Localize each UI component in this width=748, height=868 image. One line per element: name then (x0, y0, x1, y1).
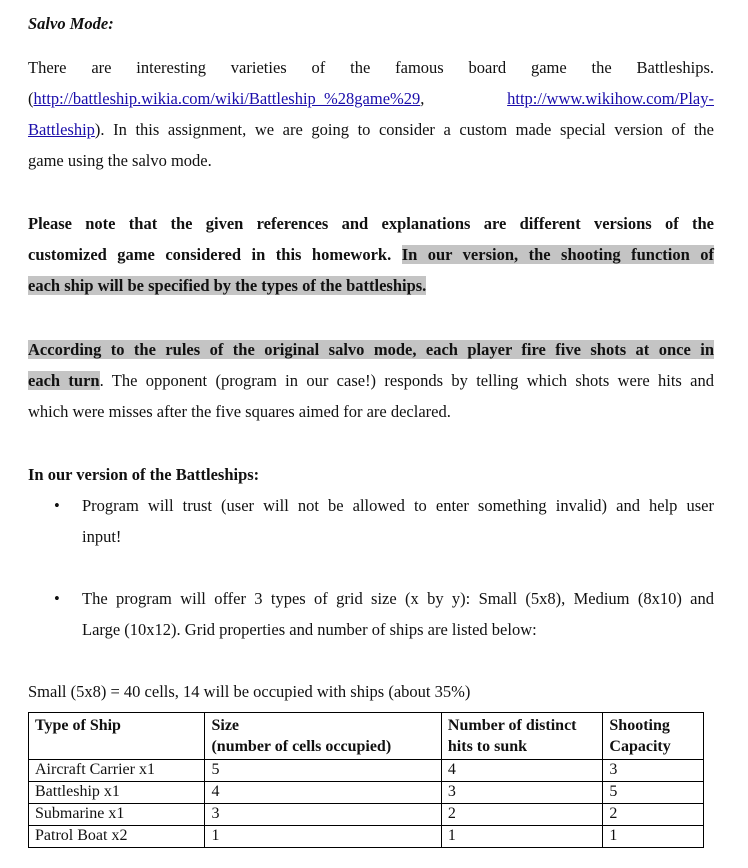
rules-paragraph (28, 334, 714, 427)
battleship-wikia-link[interactable]: http://battleship.wikia.com/wiki/Battleship_%28game%29 (33, 89, 421, 108)
list-item (28, 583, 714, 645)
cell-hits: 1 (441, 826, 603, 848)
cell-ship: Patrol Boat x2 (29, 826, 205, 848)
header-size: Size (number of cells occupied) (205, 713, 441, 760)
table-row (29, 782, 704, 804)
cell-hits: 4 (441, 760, 603, 782)
cell-capacity: 2 (603, 804, 704, 826)
cell-size: 5 (205, 760, 441, 782)
bullet-list (28, 490, 714, 645)
bullet-line: input! (82, 527, 122, 546)
ships-table (28, 712, 704, 848)
rules-line-3: which were misses after the five squares aimed for are declared. (28, 402, 451, 421)
bullet-icon: • (54, 589, 60, 608)
table-row (29, 804, 704, 826)
table-row (29, 826, 704, 848)
rules-line-2 (28, 365, 714, 396)
cell-capacity: 1 (603, 826, 704, 848)
note-paragraph (28, 208, 714, 301)
wikihow-link[interactable]: http://www.wikihow.com/Play- (507, 89, 714, 108)
intro-line-2 (28, 83, 714, 114)
list-item (28, 490, 714, 552)
intro-line-1: There are interesting varieties of the famous board game the Battleships. (28, 58, 714, 77)
table-header-row (29, 713, 704, 760)
bullet-icon: • (54, 496, 60, 515)
separator: , (420, 89, 508, 108)
section-heading: Salvo Mode: (28, 14, 114, 33)
note-line-2-text: customized game considered in this homework. (28, 245, 402, 264)
wikihow-link-continued[interactable]: Battleship (28, 120, 95, 139)
intro-paragraph (28, 52, 714, 176)
cell-size: 1 (205, 826, 441, 848)
header-shooting-capacity: Shooting Capacity (603, 713, 704, 760)
bullet-line: The program will offer 3 types of grid size (x by y): Small (5x8), Medium (8x10) and (82, 589, 714, 608)
cell-ship: Battleship x1 (29, 782, 205, 804)
table-row (29, 760, 704, 782)
highlighted-text: each turn (28, 371, 100, 390)
cell-ship: Submarine x1 (29, 804, 205, 826)
cell-ship: Aircraft Carrier x1 (29, 760, 205, 782)
highlighted-text: In our version, the shooting function of (401, 245, 714, 264)
cell-size: 4 (205, 782, 441, 804)
highlighted-text: each ship will be specified by the types of the battleships. (28, 276, 427, 295)
cell-hits: 3 (441, 782, 603, 804)
version-heading: In our version of the Battleships: (28, 465, 260, 484)
rules-line-2-text: . The opponent (program in our case!) responds by telling which shots were hits and (99, 371, 714, 390)
note-line-3 (28, 270, 714, 301)
cell-capacity: 5 (603, 782, 704, 804)
intro-line-4: game using the salvo mode. (28, 151, 212, 170)
cell-capacity: 3 (603, 760, 704, 782)
header-hits-to-sunk: Number of distinct hits to sunk (441, 713, 603, 760)
table-caption: Small (5x8) = 40 cells, 14 will be occupied with ships (about 35%) (28, 682, 471, 701)
intro-line-3 (28, 114, 714, 145)
cell-size: 3 (205, 804, 441, 826)
bullet-line: Program will trust (user will not be allowed to enter something invalid) and help user (82, 496, 714, 515)
bullet-line: Large (10x12). Grid properties and number of ships are listed below: (82, 620, 537, 639)
rules-line-1 (28, 334, 714, 365)
highlighted-text: According to the rules of the original salvo mode, each player fire five shots at once in (28, 340, 714, 359)
cell-hits: 2 (441, 804, 603, 826)
paren: ( (28, 89, 34, 108)
header-type-of-ship: Type of Ship (29, 713, 205, 760)
note-line-1: Please note that the given references and explanations are different versions of the (28, 214, 714, 233)
intro-line-3-text: ). In this assignment, we are going to consider a custom made special version of the (94, 120, 714, 139)
note-line-2 (28, 239, 714, 270)
